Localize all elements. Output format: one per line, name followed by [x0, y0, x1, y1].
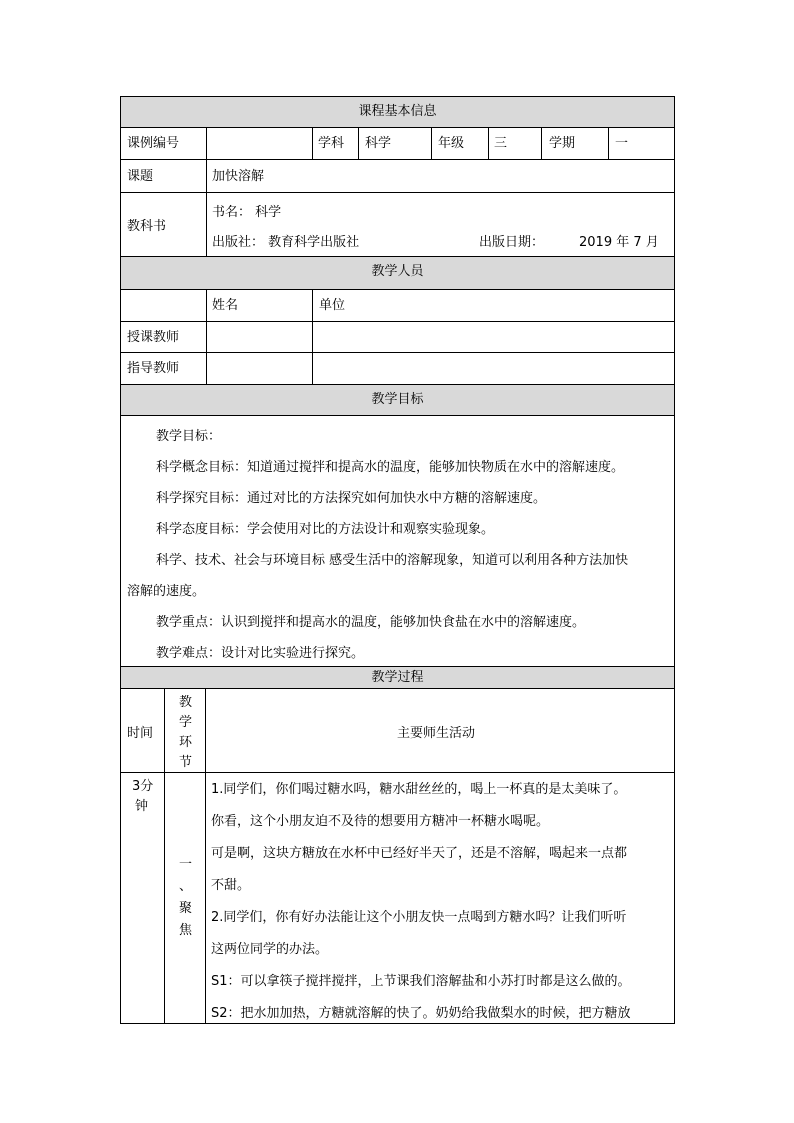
course-id-label: 课例编号: [120, 127, 207, 160]
mentor-label: 指导教师: [120, 352, 207, 385]
term-value: 一: [608, 127, 675, 160]
lesson-plan-table: [120, 96, 675, 1024]
process-header: 教学过程: [120, 666, 675, 689]
process-col-activity: 主要师生活动: [205, 688, 675, 773]
teacher-name: [206, 321, 313, 353]
activity-line: 1.同学们，你们喝过糖水吗，糖水甜丝丝的，喝上一杯真的是太美味了。: [211, 782, 627, 797]
staff-col-name: 姓名: [206, 289, 313, 322]
term-label: 学期: [541, 127, 609, 160]
book-name: 书名： 科学: [212, 205, 282, 220]
teacher-label: 授课教师: [120, 321, 207, 353]
topic-value: 加快溶解: [206, 159, 675, 193]
goals-line: 科学探究目标：通过对比的方法探究如何加快水中方糖的溶解速度。: [156, 491, 547, 506]
process-row-stage: 一 、 聚 焦: [164, 772, 206, 1024]
activity-line: S1：可以拿筷子搅拌搅拌，上节课我们溶解盐和小苏打时都是这么做的。: [211, 974, 631, 989]
activity-line: S2：把水加加热，方糖就溶解的快了。奶奶给我做梨水的时候，把方糖放: [211, 1006, 631, 1021]
goals-header: 教学目标: [120, 384, 675, 416]
activity-line: 这两位同学的办法。: [211, 942, 329, 957]
subject-value: 科学: [358, 127, 432, 160]
goals-body: [120, 415, 675, 667]
grade-value: 三: [488, 127, 542, 160]
process-col-time: 时间: [120, 688, 165, 773]
textbook-details: [206, 192, 675, 257]
publisher: 出版社： 教育科学出版社: [212, 235, 360, 250]
staff-header: 教学人员: [120, 256, 675, 290]
teacher-unit: [312, 321, 675, 353]
staff-corner: [120, 289, 207, 322]
activity-line: 可是啊，这块方糖放在水杯中已经好半天了，还是不溶解，喝起来一点都: [211, 846, 628, 861]
mentor-unit: [312, 352, 675, 385]
goals-line: 科学概念目标：知道通过搅拌和提高水的温度，能够加快物质在水中的溶解速度。: [156, 460, 625, 475]
goals-line: 科学、技术、社会与环境目标 感受生活中的溶解现象，知道可以利用各种方法加快: [156, 553, 629, 568]
mentor-name: [206, 352, 313, 385]
staff-col-unit: 单位: [312, 289, 675, 322]
pub-date-label: 出版日期：: [479, 235, 545, 250]
goals-line: 溶解的速度。: [127, 584, 206, 599]
course-id-value: [206, 127, 313, 160]
basic-info-header: 课程基本信息: [120, 96, 675, 128]
goals-line: 教学目标：: [156, 429, 222, 444]
textbook-label: 教科书: [120, 192, 207, 257]
goals-line: 科学态度目标：学会使用对比的方法设计和观察实验现象。: [156, 522, 495, 537]
goals-line: 教学难点：设计对比实验进行探究。: [156, 646, 365, 661]
activity-line: 2.同学们，你有好办法能让这个小朋友快一点喝到方糖水吗？让我们听听: [211, 910, 627, 925]
activity-line: 你看，这个小朋友迫不及待的想要用方糖冲一杯糖水喝呢。: [211, 814, 550, 829]
process-row-time: 3分 钟: [120, 772, 165, 1024]
process-col-stage: 教 学 环 节: [164, 688, 206, 773]
process-row-activity: [205, 772, 675, 1024]
topic-label: 课题: [120, 159, 207, 193]
goals-line: 教学重点：认识到搅拌和提高水的温度，能够加快食盐在水中的溶解速度。: [156, 615, 586, 630]
subject-label: 学科: [312, 127, 359, 160]
grade-label: 年级: [431, 127, 489, 160]
pub-date-value: 2019 年 7 月: [579, 235, 659, 250]
activity-line: 不甜。: [211, 878, 251, 893]
